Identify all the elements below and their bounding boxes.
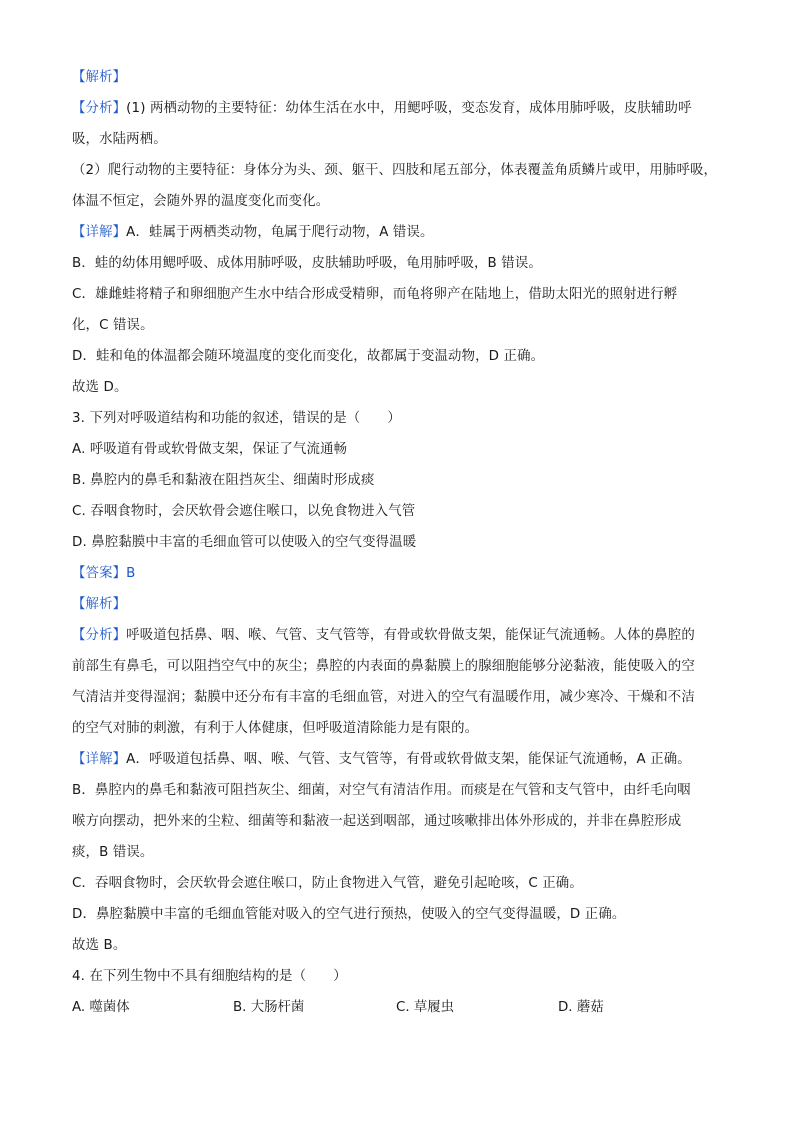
text-line: 故选 B。 [72, 938, 127, 953]
text-line: C．吞咽食物时，会厌软骨会遮住喉口，防止食物进入气管，避免引起呛咳，C 正确。 [72, 876, 583, 891]
text-line: 【详解】A．呼吸道包括鼻、咽、喉、气管、支气管等，有骨或软骨做支架，能保证气流通畅，A 正确。 [72, 752, 691, 767]
text-line [72, 62, 722, 93]
text-line: 故选 D。 [72, 380, 128, 395]
section-tag: 【详解】 [72, 225, 127, 240]
question-option: D. 鼻腔黏膜中丰富的毛细血管可以使吸入的空气变得温暖 [72, 535, 417, 550]
text-line: B．蛙的幼体用鳃呼吸、成体用肺呼吸，皮肤辅助呼吸，龟用肺呼吸，B 错误。 [72, 256, 542, 271]
option-b: B. 大肠杆菌 [233, 1000, 305, 1015]
text-line: D．鼻腔黏膜中丰富的毛细血管能对吸入的空气进行预热，使吸入的空气变得温暖，D 正确。 [72, 907, 626, 922]
text-line: 喉方向摆动，把外来的尘粒、细菌等和黏液一起送到咽部，通过咳嗽排出体外形成的，并非在鼻腔形成 [72, 814, 682, 829]
question-stem: 3. 下列对呼吸道结构和功能的叙述，错误的是（ ） [72, 411, 401, 426]
text-line: 【分析】呼吸道包括鼻、咽、喉、气管、支气管等，有骨或软骨做支架，能保证气流通畅。人体的鼻腔的 [72, 628, 695, 643]
text-line: （2）爬行动物的主要特征：身体分为头、颈、躯干、四肢和尾五部分，体表覆盖角质鳞片或甲，用肺呼吸， [72, 163, 718, 178]
text-line: 气清洁并变得湿润；黏膜中还分布有丰富的毛细血管，对进入的空气有温暖作用，减少寒冷、干燥和不洁 [72, 690, 695, 705]
text-line: 的空气对肺的刺激，有利于人体健康，但呼吸道清除能力是有限的。 [72, 721, 479, 736]
option-c: C. 草履虫 [396, 1000, 455, 1015]
text-line: 前部生有鼻毛，可以阻挡空气中的灰尘；鼻腔的内表面的鼻黏膜上的腺细胞能够分泌黏液，能使吸入的空 [72, 659, 695, 674]
answer-value: B [126, 566, 136, 581]
question-stem: 4. 在下列生物中不具有细胞结构的是（ ） [72, 969, 347, 984]
question-option: A. 呼吸道有骨或软骨做支架，保证了气流通畅 [72, 442, 348, 457]
text-line: 痰，B 错误。 [72, 845, 154, 860]
section-tag: 【答案】 [72, 566, 127, 581]
question-option: C. 吞咽食物时，会厌软骨会遮住喉口，以免食物进入气管 [72, 504, 416, 519]
option-a: A. 噬菌体 [72, 1000, 130, 1015]
text-line [72, 589, 722, 620]
option-d: D. 蘑菇 [558, 1000, 604, 1015]
text-line: D．蛙和龟的体温都会随环境温度的变化而变化，故都属于变温动物，D 正确。 [72, 349, 545, 364]
question-option: B. 鼻腔内的鼻毛和黏液在阻挡灰尘、细菌时形成痰 [72, 473, 375, 488]
section-tag: 【解析】 [72, 70, 127, 85]
text-line: 【详解】A．蛙属于两栖类动物，龟属于爬行动物，A 错误。 [72, 225, 434, 240]
answer-line [72, 558, 722, 589]
text-line: C．雄雌蛙将精子和卵细胞产生水中结合形成受精卵，而龟将卵产在陆地上，借助太阳光的照射进行孵 [72, 287, 678, 302]
text-line: 吸，水陆两栖。 [72, 132, 167, 147]
section-tag: 【分析】 [72, 628, 127, 643]
question-options-row [72, 992, 722, 1023]
text-line: 体温不恒定，会随外界的温度变化而变化。 [72, 194, 330, 209]
text-line: 化，C 错误。 [72, 318, 154, 333]
document-content [72, 62, 722, 1023]
text-line: B．鼻腔内的鼻毛和黏液可阻挡灰尘、细菌，对空气有清洁作用。而痰是在气管和支气管中，由纤毛向咽 [72, 783, 691, 798]
text-line: 【分析】(1) 两栖动物的主要特征：幼体生活在水中，用鳃呼吸，变态发育，成体用肺呼吸，皮肤辅助呼 [72, 101, 692, 116]
section-tag: 【详解】 [72, 752, 127, 767]
section-tag: 【分析】 [72, 101, 127, 116]
section-tag: 【解析】 [72, 597, 127, 612]
